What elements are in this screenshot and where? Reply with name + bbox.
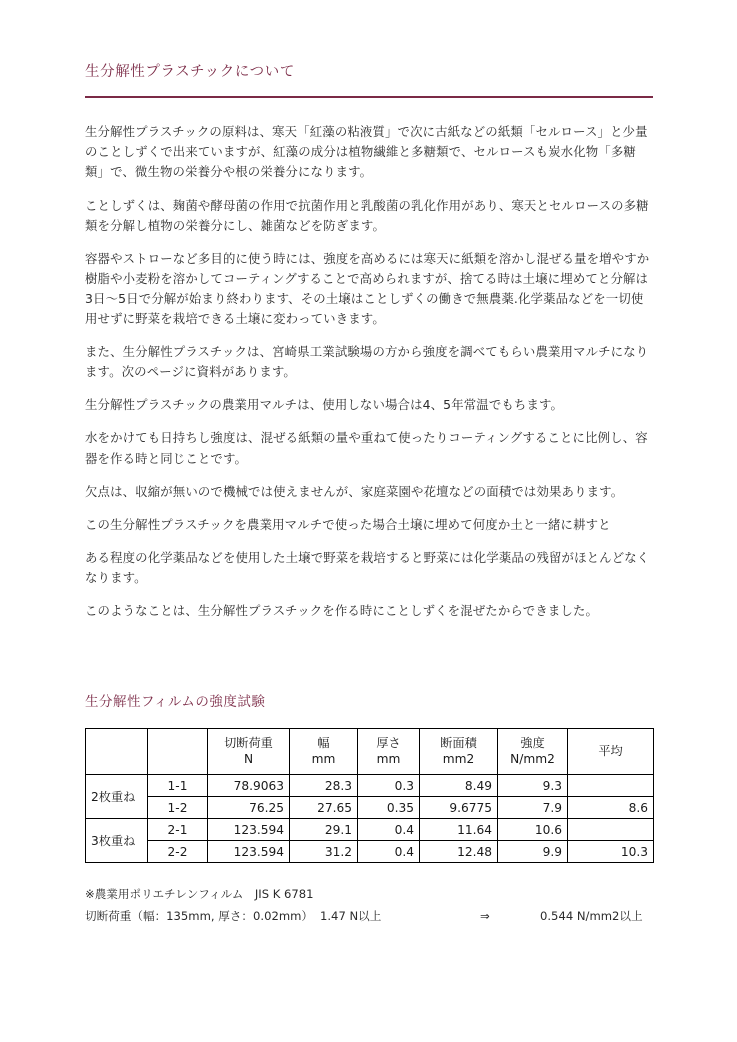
cell-width: 28.3 bbox=[290, 775, 358, 797]
cell-width: 31.2 bbox=[290, 841, 358, 863]
cell-area: 12.48 bbox=[420, 841, 498, 863]
note-spec-row bbox=[85, 905, 653, 927]
cell-strength: 9.9 bbox=[498, 841, 568, 863]
cell-average: 10.3 bbox=[568, 841, 654, 863]
table-header-row bbox=[86, 729, 654, 775]
header-thickness-line2: mm bbox=[376, 751, 401, 766]
title-divider bbox=[85, 96, 653, 98]
table-row bbox=[86, 797, 654, 819]
paragraph-9: ある程度の化学薬品などを使用した土壌で野菜を栽培すると野菜には化学薬品の残留がほとんどなくなります。 bbox=[85, 549, 650, 585]
paragraph-5: 生分解性プラスチックの農業用マルチは、使用しない場合は4、5年常温でもちます。 bbox=[85, 397, 564, 413]
paragraph-8: この生分解性プラスチックを農業用マルチで使った場合土壌に埋めて何度か土と一緒に耕すと bbox=[85, 516, 611, 532]
table-row bbox=[86, 775, 654, 797]
cell-average bbox=[568, 775, 654, 797]
table-header-cell-load bbox=[208, 729, 290, 775]
header-load-line1: 切断荷重 bbox=[224, 736, 273, 751]
table-header-cell-area bbox=[420, 729, 498, 775]
cell-area: 8.49 bbox=[420, 775, 498, 797]
cell-thickness: 0.3 bbox=[358, 775, 420, 797]
table-header-cell-group bbox=[86, 729, 148, 775]
table-header-cell-strength bbox=[498, 729, 568, 775]
cell-load: 123.594 bbox=[208, 841, 290, 863]
row-group-label-2sheets: 2枚重ね bbox=[86, 775, 148, 819]
cell-sample-id: 1-1 bbox=[148, 775, 208, 797]
cell-area: 11.64 bbox=[420, 819, 498, 841]
header-strength-line1: 強度 bbox=[520, 736, 545, 751]
section-spacer bbox=[85, 634, 653, 690]
header-area-line2: mm2 bbox=[442, 751, 475, 766]
header-average-line1: 平均 bbox=[598, 743, 623, 758]
table-row bbox=[86, 841, 654, 863]
cell-thickness: 0.4 bbox=[358, 841, 420, 863]
cell-thickness: 0.35 bbox=[358, 797, 420, 819]
cell-strength: 7.9 bbox=[498, 797, 568, 819]
note-spec-result: 0.544 N/mm2以上 bbox=[540, 909, 643, 924]
note-spec-label: 切断荷重（幅：135mm, 厚さ：0.02mm） bbox=[85, 909, 314, 924]
note-standard: ※農業用ポリエチレンフィルム JIS K 6781 bbox=[85, 887, 314, 902]
paragraph-6: 水をかけても日持ちし強度は、混ぜる紙類の量や重ねて使ったりコーティングすることに比例し、容器を作る時と同じことです。 bbox=[85, 430, 648, 466]
cell-thickness: 0.4 bbox=[358, 819, 420, 841]
cell-width: 27.65 bbox=[290, 797, 358, 819]
table-header-cell-average bbox=[568, 729, 654, 775]
paragraph-1: 生分解性プラスチックの原料は、寒天「紅藻の粘液質」で次に古紙などの紙類「セルロース」と少量のことしずくで出来ていますが、紅藻の成分は植物繊維と多糖類で、セルロースも炭水化物「多糖類」で、微生物の栄養分や根の栄養分になります。 bbox=[85, 124, 648, 180]
header-width-line1: 幅 bbox=[317, 736, 330, 751]
cell-sample-id: 2-1 bbox=[148, 819, 208, 841]
paragraph-3: 容器やストローなど多目的に使う時には、強度を高めるには寒天に紙類を溶かし混ぜる量を増やすか樹脂や小麦粉を溶かしてコーティングすることで高められますが、捨てる時は土壌に埋めてと分解は3日〜5日で分解が始まり終わります、その土壌はことしずくの働きで無農薬.化学薬品などを一切使用せずに野菜を栽培できる土壌に変わっていきます。 bbox=[85, 250, 650, 327]
header-load-line2: N bbox=[243, 751, 254, 766]
note-spec-value: 1.47 N以上 bbox=[320, 909, 382, 924]
cell-width: 29.1 bbox=[290, 819, 358, 841]
cell-average: 8.6 bbox=[568, 797, 654, 819]
header-strength-line2: N/mm2 bbox=[510, 751, 555, 766]
cell-average bbox=[568, 819, 654, 841]
cell-area: 9.6775 bbox=[420, 797, 498, 819]
cell-sample-id: 1-2 bbox=[148, 797, 208, 819]
paragraph-4: また、生分解性プラスチックは、宮崎県工業試験場の方から強度を調べてもらい農業用マルチになります。次のページに資料があります。 bbox=[85, 344, 649, 380]
document-content bbox=[85, 62, 653, 927]
table-header-cell-thickness bbox=[358, 729, 420, 775]
table-body bbox=[86, 775, 654, 863]
cell-strength: 9.3 bbox=[498, 775, 568, 797]
cell-sample-id: 2-2 bbox=[148, 841, 208, 863]
strength-test-table bbox=[85, 728, 654, 863]
header-thickness-line1: 厚さ bbox=[376, 736, 401, 751]
table-header-cell-width bbox=[290, 729, 358, 775]
table-notes bbox=[85, 883, 653, 927]
table-header-cell-id bbox=[148, 729, 208, 775]
section-title: 生分解性フィルムの強度試験 bbox=[85, 694, 266, 711]
cell-load: 123.594 bbox=[208, 819, 290, 841]
header-area-line1: 断面積 bbox=[440, 736, 477, 751]
cell-load: 78.9063 bbox=[208, 775, 290, 797]
cell-load: 76.25 bbox=[208, 797, 290, 819]
header-width-line2: mm bbox=[311, 751, 336, 766]
page-title: 生分解性プラスチックについて bbox=[85, 64, 295, 80]
table-header bbox=[86, 729, 654, 775]
paragraph-2: ことしずくは、麹菌や酵母菌の作用で抗菌作用と乳酸菌の乳化作用があり、寒天とセルロースの多糖類を分解し植物の栄養分にし、雑菌などを防ぎます。 bbox=[85, 197, 649, 233]
row-group-label-3sheets: 3枚重ね bbox=[86, 819, 148, 863]
paragraph-10: このようなことは、生分解性プラスチックを作る時にことしずくを混ぜたからできました。 bbox=[85, 602, 599, 618]
cell-strength: 10.6 bbox=[498, 819, 568, 841]
table-row bbox=[86, 819, 654, 841]
paragraph-7: 欠点は、収縮が無いので機械では使えませんが、家庭菜園や花壇などの面積では効果あります。 bbox=[85, 483, 624, 499]
right-arrow-icon: ⇒ bbox=[480, 909, 490, 924]
